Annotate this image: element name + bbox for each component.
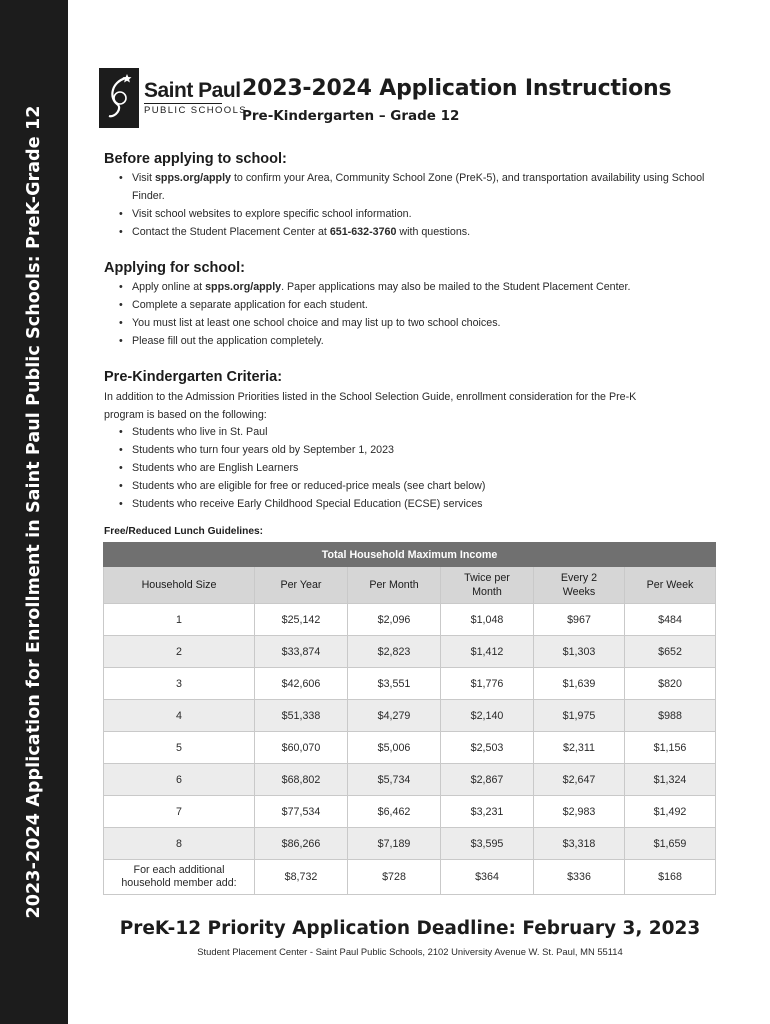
table-cell: $3,231 bbox=[441, 796, 534, 828]
table-cell: $7,189 bbox=[348, 828, 441, 860]
side-banner-text: 2023-2024 Application for Enrollment in Saint Paul Public Schools: PreK-Grade 12 bbox=[24, 105, 44, 919]
table-row bbox=[104, 828, 716, 860]
table-cell: $33,874 bbox=[255, 636, 348, 668]
table-cell: $6,462 bbox=[348, 796, 441, 828]
table-cell: For each additional household member add: bbox=[104, 860, 255, 895]
logo-divider bbox=[144, 103, 222, 104]
table-cell: $2,311 bbox=[534, 732, 625, 764]
applying-list bbox=[112, 278, 712, 350]
list-item: • Students who live in St. Paul bbox=[112, 423, 712, 441]
list-item: • You must list at least one school choice and may list up to two school choices. bbox=[112, 314, 712, 332]
applying-heading: Applying for school: bbox=[104, 260, 245, 276]
table-row bbox=[104, 796, 716, 828]
table-caption: Free/Reduced Lunch Guidelines: bbox=[104, 526, 264, 537]
table-cell: $86,266 bbox=[255, 828, 348, 860]
table-row bbox=[104, 764, 716, 796]
table-cell: 8 bbox=[104, 828, 255, 860]
table-cell: $3,595 bbox=[441, 828, 534, 860]
table-row bbox=[104, 732, 716, 764]
table-cell: 4 bbox=[104, 700, 255, 732]
table-cell: $2,503 bbox=[441, 732, 534, 764]
spps-logo bbox=[99, 68, 248, 128]
prek-list bbox=[112, 423, 712, 513]
list-item: • Apply online at spps.org/apply. Paper applications may also be mailed to the Student Placement Center. bbox=[112, 278, 712, 296]
table-row bbox=[104, 668, 716, 700]
table-cell: $484 bbox=[625, 604, 716, 636]
deadline-banner: PreK-12 Priority Application Deadline: February 3, 2023 bbox=[119, 918, 701, 939]
lunch-guidelines-table bbox=[103, 542, 716, 895]
list-item: • Visit spps.org/apply to confirm your Area, Community School Zone (PreK-5), and transportation availability using School Finder. bbox=[112, 169, 712, 205]
table-cell: 3 bbox=[104, 668, 255, 700]
table-cell: 6 bbox=[104, 764, 255, 796]
list-item: • Complete a separate application for each student. bbox=[112, 296, 712, 314]
table-cell: $8,732 bbox=[255, 860, 348, 895]
column-header: Twice per Month bbox=[441, 567, 534, 604]
table-cell: 1 bbox=[104, 604, 255, 636]
list-item: • Contact the Student Placement Center at 651-632-3760 with questions. bbox=[112, 223, 712, 241]
table-cell: $51,338 bbox=[255, 700, 348, 732]
table-cell: $5,734 bbox=[348, 764, 441, 796]
table-cell: $3,318 bbox=[534, 828, 625, 860]
table-cell: $25,142 bbox=[255, 604, 348, 636]
table-cell: $364 bbox=[441, 860, 534, 895]
table-cell: $4,279 bbox=[348, 700, 441, 732]
table-cell: $5,006 bbox=[348, 732, 441, 764]
table-cell: $60,070 bbox=[255, 732, 348, 764]
table-cell: $2,823 bbox=[348, 636, 441, 668]
table-cell: $820 bbox=[625, 668, 716, 700]
table-cell: $42,606 bbox=[255, 668, 348, 700]
logo-subtitle: PUBLIC SCHOOLS bbox=[144, 105, 248, 116]
list-item: • Students who turn four years old by September 1, 2023 bbox=[112, 441, 712, 459]
table-cell: $2,647 bbox=[534, 764, 625, 796]
table-cell: $1,639 bbox=[534, 668, 625, 700]
table-cell: $2,096 bbox=[348, 604, 441, 636]
table-cell: 5 bbox=[104, 732, 255, 764]
footer-address: Student Placement Center - Saint Paul Public Schools, 2102 University Avenue W. St. Paul, MN 55114 bbox=[197, 946, 623, 957]
table-cell: $3,551 bbox=[348, 668, 441, 700]
page-subtitle: Pre-Kindergarten – Grade 12 bbox=[242, 108, 460, 124]
list-item: • Students who receive Early Childhood Special Education (ECSE) services bbox=[112, 495, 712, 513]
table-cell: $1,048 bbox=[441, 604, 534, 636]
table-cell: $967 bbox=[534, 604, 625, 636]
column-header: Per Week bbox=[625, 567, 716, 604]
table-cell: $1,324 bbox=[625, 764, 716, 796]
table-cell: $1,156 bbox=[625, 732, 716, 764]
table-cell: $168 bbox=[625, 860, 716, 895]
table-cell: $652 bbox=[625, 636, 716, 668]
page-title: 2023-2024 Application Instructions bbox=[242, 76, 672, 101]
side-banner-strip bbox=[0, 0, 68, 1024]
table-cell: $1,412 bbox=[441, 636, 534, 668]
table-group-header: Total Household Maximum Income bbox=[104, 543, 716, 567]
logo-name: Saint Paul bbox=[144, 79, 241, 102]
table-cell: $1,492 bbox=[625, 796, 716, 828]
table-cell: $728 bbox=[348, 860, 441, 895]
table-cell: $336 bbox=[534, 860, 625, 895]
prek-heading: Pre-Kindergarten Criteria: bbox=[104, 369, 283, 385]
table-cell: 7 bbox=[104, 796, 255, 828]
table-cell: $2,983 bbox=[534, 796, 625, 828]
spps-seal-icon bbox=[99, 68, 139, 128]
before-heading: Before applying to school: bbox=[104, 151, 287, 167]
column-header: Per Year bbox=[255, 567, 348, 604]
before-list bbox=[112, 169, 712, 241]
table-cell: 2 bbox=[104, 636, 255, 668]
list-item: • Visit school websites to explore specific school information. bbox=[112, 205, 712, 223]
column-header: Every 2 Weeks bbox=[534, 567, 625, 604]
table-cell: $1,659 bbox=[625, 828, 716, 860]
table-cell: $68,802 bbox=[255, 764, 348, 796]
table-cell: $1,975 bbox=[534, 700, 625, 732]
prek-intro: In addition to the Admission Priorities listed in the School Selection Guide, enrollment consideration for the Pre-K program is based on the following: bbox=[104, 391, 637, 421]
table-cell: $2,867 bbox=[441, 764, 534, 796]
column-header: Per Month bbox=[348, 567, 441, 604]
table-cell: $988 bbox=[625, 700, 716, 732]
table-cell: $1,776 bbox=[441, 668, 534, 700]
list-item: • Students who are eligible for free or reduced-price meals (see chart below) bbox=[112, 477, 712, 495]
table-row bbox=[104, 604, 716, 636]
table-cell: $77,534 bbox=[255, 796, 348, 828]
table-cell: $1,303 bbox=[534, 636, 625, 668]
table-row bbox=[104, 700, 716, 732]
column-header: Household Size bbox=[104, 567, 255, 604]
list-item: • Students who are English Learners bbox=[112, 459, 712, 477]
table-row bbox=[104, 636, 716, 668]
table-cell: $2,140 bbox=[441, 700, 534, 732]
list-item: • Please fill out the application completely. bbox=[112, 332, 712, 350]
table-row bbox=[104, 860, 716, 895]
